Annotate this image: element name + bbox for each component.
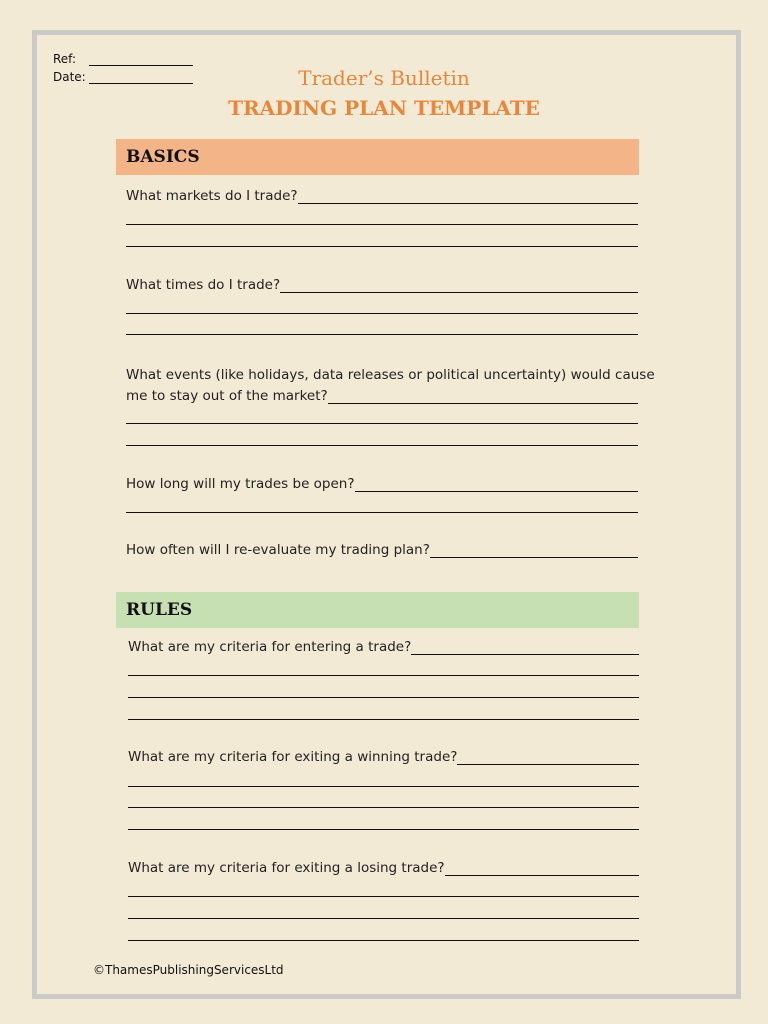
answer-line[interactable] [128,940,639,941]
answer-line[interactable] [128,829,639,830]
answer-line[interactable] [411,642,639,655]
question-entry-criteria [128,639,639,655]
answer-line[interactable] [128,807,639,808]
question-text: What are my criteria for exiting a losing trade? [128,860,445,876]
copyright-footer: ©ThamesPublishingServicesLtd [93,963,284,977]
question-text: What markets do I trade? [126,188,298,204]
answer-line[interactable] [126,423,638,424]
date-label: Date: [53,70,86,84]
answer-line[interactable] [128,918,639,919]
answer-line[interactable] [128,786,639,787]
answer-line[interactable] [298,191,638,204]
page-frame [32,30,741,999]
basics-section-header [116,139,639,175]
question-exit-winning [128,749,639,765]
rules-heading: RULES [126,600,193,620]
answer-line[interactable] [126,313,638,314]
answer-line[interactable] [457,752,639,765]
answer-line[interactable] [126,246,638,247]
answer-line[interactable] [128,697,639,698]
answer-line[interactable] [126,512,638,513]
answer-line[interactable] [128,675,639,676]
question-text: me to stay out of the market? [126,388,328,404]
ref-field-line[interactable] [89,53,193,66]
question-events-line2 [126,388,638,404]
answer-line[interactable] [126,445,638,446]
question-events-line1: What events (like holidays, data releases or political uncertainty) would cause [126,367,655,383]
ref-row [53,48,193,66]
answer-line[interactable] [328,391,638,404]
answer-line[interactable] [430,545,638,558]
question-text: What are my criteria for entering a trade? [128,639,412,655]
answer-line[interactable] [126,224,638,225]
answer-line[interactable] [280,280,638,293]
answer-line[interactable] [128,719,639,720]
publication-title: Trader’s Bulletin [298,66,470,90]
document-title: TRADING PLAN TEMPLATE [228,96,540,120]
question-trade-duration [126,476,638,492]
rules-section-header [116,592,639,628]
question-text: How long will my trades be open? [126,476,355,492]
question-exit-losing [128,860,639,876]
question-reevaluate [126,542,638,558]
question-text: What times do I trade? [126,277,281,293]
answer-line[interactable] [355,479,638,492]
question-times [126,277,638,293]
basics-heading: BASICS [126,147,200,167]
question-markets [126,188,638,204]
question-text: How often will I re-evaluate my trading plan? [126,542,430,558]
answer-line[interactable] [445,863,639,876]
question-text: What are my criteria for exiting a winning trade? [128,749,458,765]
ref-label: Ref: [53,52,77,66]
answer-line[interactable] [126,334,638,335]
answer-line[interactable] [128,896,639,897]
